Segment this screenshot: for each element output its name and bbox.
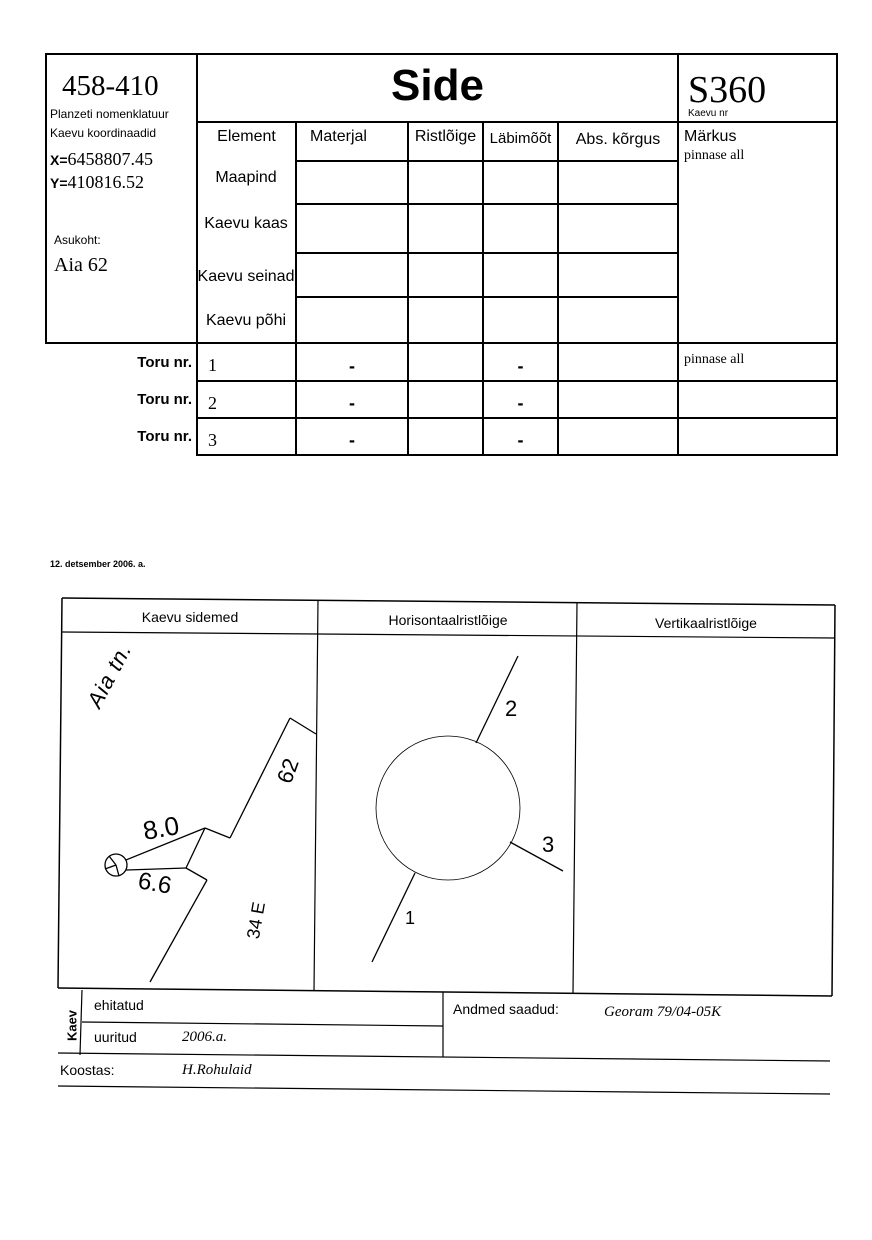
x-label: X= [50,152,68,168]
data-source-value: Georam 79/04-05K [604,1004,722,1020]
built-label: ehitatud [94,997,144,1013]
author-value: H.Rohulaid [182,1062,252,1078]
location-label: Asukoht: [54,233,101,247]
nomenclature-value: 458-410 [62,70,159,102]
pipe-material-3: - [349,430,355,450]
nomenclature-label: Planzeti nomenklatuur [50,107,169,121]
header-well-ties: Kaevu sidemed [141,609,239,625]
well-number-label: Kaevu nr [688,108,729,119]
col-header-notes: Märkus [684,128,737,145]
header-vertical-section: Vertikaalristlõige [655,615,757,631]
y-label: Y= [50,175,68,191]
sketch-label-house-34e: 34 E [242,900,270,941]
pipe-diameter-3: - [517,430,524,450]
footer-side-label: Kaev [64,1009,80,1042]
pipe-number-2: 2 [208,393,217,413]
surveyed-value: 2006.a. [182,1029,227,1045]
row-label-well-cover: Kaevu kaas [204,215,288,232]
data-source-label: Andmed saadud: [453,1001,559,1017]
col-header-material: Materjal [310,128,367,145]
row-label-well-walls: Kaevu seinad [197,268,295,285]
sketch-label-pipe-1: 1 [405,908,416,928]
well-number-value: S360 [688,69,767,111]
surveyed-label: uuritud [94,1029,137,1045]
horizontal-cross-section [372,656,563,962]
sketch-label-house-62: 62 [271,755,304,787]
col-header-abs-height: Abs. kõrgus [575,131,661,148]
col-header-diameter: Läbimõõt [489,130,552,147]
pipe-label-3: Toru nr. [137,428,192,445]
sketch-label-distance-1: 8.0 [140,810,182,846]
pipe-diameter-2: - [517,393,524,413]
notes-value: pinnase all [684,148,745,163]
pipe-diameter-1: - [517,356,524,376]
coordinates-label: Kaevu koordinaadid [50,126,157,140]
pipe-material-2: - [349,393,355,413]
y-value: 410816.52 [67,172,145,192]
sketch-label-pipe-2: 2 [505,696,518,721]
pipe-label-2: Toru nr. [137,391,192,408]
pipe-material-1: - [349,356,355,376]
sketch-label-pipe-3: 3 [542,832,555,857]
pipe-label-1: Toru nr. [137,354,192,371]
document-date: 12. detsember 2006. a. [50,559,146,569]
sketch-label-street: Aia tn. [82,638,137,712]
row-label-ground: Maapind [215,169,277,186]
row-label-well-bottom: Kaevu põhi [205,312,287,329]
pipe-number-1: 1 [208,355,217,375]
sketch-label-distance-2: 6.6 [135,867,174,900]
col-header-cross-section: Ristlõige [414,128,477,145]
x-value: 6458807.45 [67,149,154,169]
pipe-number-3: 3 [208,430,217,450]
page-title: Side [391,61,484,110]
col-header-element: Element [217,128,276,145]
location-value: Aia 62 [54,254,108,276]
author-label: Koostas: [60,1062,115,1078]
header-horizontal-section: Horisontaalristlõige [388,612,508,628]
pipe-note-1: pinnase all [684,352,745,367]
